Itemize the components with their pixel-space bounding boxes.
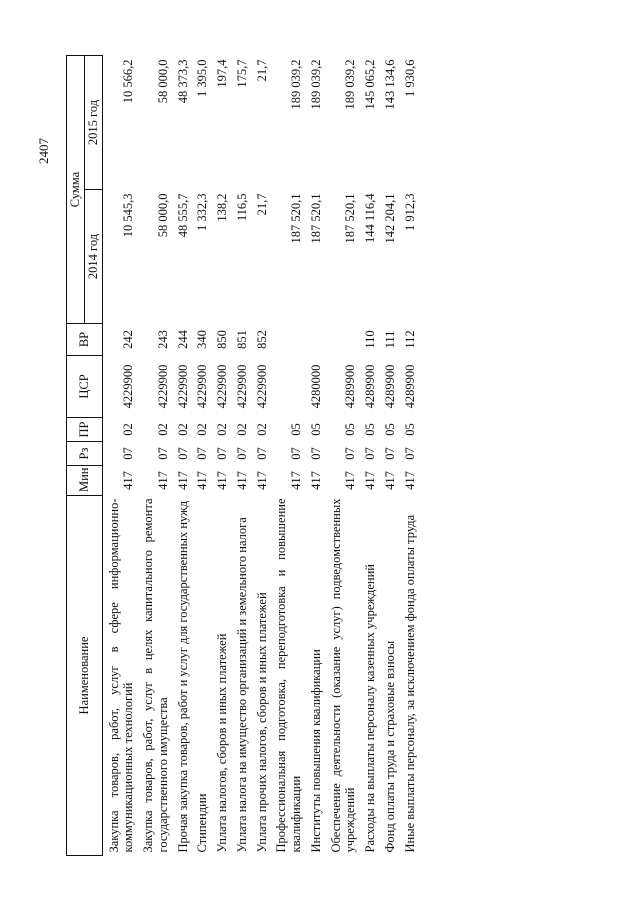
row-pr: 02 [234,423,249,436]
row-sum-2015: 197,4 [215,59,229,88]
row-csr: 4229900 [234,364,249,409]
row-rz: 07 [175,447,190,460]
row-csr: 4229900 [254,364,269,409]
row-rz: 07 [382,447,397,460]
table-row [399,56,419,856]
row-min: 417 [215,471,229,490]
row-vr: 110 [363,330,377,349]
row-sum-2015: 175,7 [234,59,249,88]
row-min: 417 [343,471,358,490]
header-name: Наименование [67,496,103,856]
header-year-2014: 2014 год [84,190,102,324]
row-csr: 4229900 [155,364,170,409]
row-name: Расходы на выплаты персоналу казенных учреждений [363,564,377,853]
header-sum: Сумма [67,56,85,324]
row-csr: 4229900 [215,364,229,409]
row-rz: 07 [363,447,377,460]
row-csr: 4289900 [343,364,358,409]
row-rz: 07 [343,447,358,460]
table-body [102,56,418,856]
row-name: Иные выплаты персоналу, за исключением фонда оплаты труда [402,514,417,853]
row-csr: 4229900 [121,364,136,409]
row-name: Институты повышения квалификации [308,649,323,853]
header-csr: ЦСР [67,356,103,418]
row-sum-2015: 21,7 [254,59,269,82]
row-vr [305,324,325,356]
header-year-2015: 2015 год [84,56,102,190]
row-sum-2014: 1 912,3 [402,193,417,231]
table-row [359,56,379,856]
row-vr [325,324,360,356]
row-sum-2014: 1 332,3 [195,193,210,231]
row-min: 417 [254,471,269,490]
table-row [325,56,360,856]
row-sum-2015: 1 930,6 [402,59,417,97]
row-vr: 340 [195,330,210,349]
row-sum-2014: 187 520,1 [289,193,303,244]
row-min: 417 [363,471,377,490]
row-vr: 242 [121,330,136,349]
row-min: 417 [402,471,417,490]
table-row [251,56,271,856]
row-min: 417 [382,471,397,490]
row-name: Обеспечение деятельности (оказание услуг) подведомственных учреждений [328,498,358,853]
page-number: 2407 [36,138,51,164]
row-rz: 07 [215,447,229,460]
row-sum-2014: 21,7 [254,193,269,216]
row-pr: 02 [121,423,136,436]
table-row [172,56,192,856]
row-pr: 02 [215,423,229,436]
header-rz: Рз [67,442,103,466]
row-csr: 4280000 [308,364,323,409]
row-csr: 4289900 [382,364,397,409]
row-pr: 02 [254,423,269,436]
row-min: 417 [121,471,136,490]
table-row [305,56,325,856]
row-csr: 4289900 [363,364,377,409]
row-rz: 07 [254,447,269,460]
row-sum-2015: 189 039,2 [343,59,358,110]
row-name: Закупка товаров, работ, услуг в целях капитального ремонта государственного имущества [141,498,170,853]
row-name: Прочая закупка товаров, работ и услуг для государственных нужд [175,500,190,853]
header-min: Мин [67,466,103,496]
row-sum-2014: 187 520,1 [343,193,358,244]
row-vr: 112 [402,330,417,349]
row-vr: 851 [234,330,249,349]
row-pr: 02 [155,423,170,436]
table-row [211,56,231,856]
row-sum-2014: 10 545,3 [121,193,136,238]
row-pr: 05 [382,423,397,436]
row-rz: 07 [289,447,303,460]
row-name: Фонд оплаты труда и страховые взносы [382,640,397,853]
table-header [67,56,103,856]
row-csr [270,356,305,418]
row-sum-2015: 10 566,2 [121,59,136,104]
row-csr: 4229900 [175,364,190,409]
row-vr: 852 [254,330,269,349]
table-row [231,56,251,856]
row-csr: 4229900 [195,364,210,409]
row-sum-2014: 144 116,4 [363,193,377,244]
row-min: 417 [234,471,249,490]
row-pr: 05 [308,423,323,436]
row-csr: 4289900 [402,364,417,409]
row-min: 417 [155,471,170,490]
row-sum-2015: 58 000,0 [155,59,170,104]
row-sum-2014: 48 555,7 [175,193,190,238]
row-sum-2015: 143 134,6 [382,59,397,110]
row-vr: 244 [175,330,190,349]
row-min: 417 [289,471,303,490]
row-name: Закупка товаров, работ, услуг в сфере информационно-коммуникационных технологий [106,498,136,853]
row-rz: 07 [234,447,249,460]
row-sum-2015: 189 039,2 [308,59,323,110]
table-row [137,56,172,856]
row-sum-2014: 187 520,1 [308,193,323,244]
header-pr: ПР [67,418,103,442]
row-pr: 05 [363,423,377,436]
row-rz: 07 [195,447,210,460]
row-pr: 05 [289,423,303,436]
row-pr: 05 [343,423,358,436]
row-name: Уплата налога на имущество организаций и земельного налога [234,517,249,853]
row-rz: 07 [402,447,417,460]
row-sum-2014: 138,2 [215,193,229,222]
row-sum-2015: 48 373,3 [175,59,190,104]
rotated-table-container [66,56,602,856]
row-pr: 02 [195,423,210,436]
row-name: Уплата прочих налогов, сборов и иных платежей [254,592,269,853]
row-name: Стипендии [195,793,210,853]
table-row [191,56,211,856]
row-sum-2015: 189 039,2 [289,59,303,110]
row-sum-2014: 116,5 [234,193,249,222]
row-min: 417 [175,471,190,490]
table-row [102,56,137,856]
budget-table [66,55,418,856]
row-vr [270,324,305,356]
row-min: 417 [308,471,323,490]
table-row [379,56,399,856]
table-row [270,56,305,856]
row-rz: 07 [121,447,136,460]
row-pr: 05 [402,423,417,436]
row-sum-2015: 145 065,2 [363,59,377,110]
row-name: Профессиональная подготовка, переподготовка и повышение квалификации [274,498,303,853]
row-min: 417 [195,471,210,490]
row-sum-2015: 1 395,0 [195,59,210,97]
row-sum-2014: 142 204,1 [382,193,397,244]
row-vr: 243 [155,330,170,349]
row-rz: 07 [155,447,170,460]
row-vr: 111 [382,330,397,349]
row-vr: 850 [215,330,229,349]
row-name: Уплата налогов, сборов и иных платежей [215,633,229,853]
row-rz: 07 [308,447,323,460]
row-pr: 02 [175,423,190,436]
row-sum-2014: 58 000,0 [155,193,170,238]
header-vr: ВР [67,324,103,356]
